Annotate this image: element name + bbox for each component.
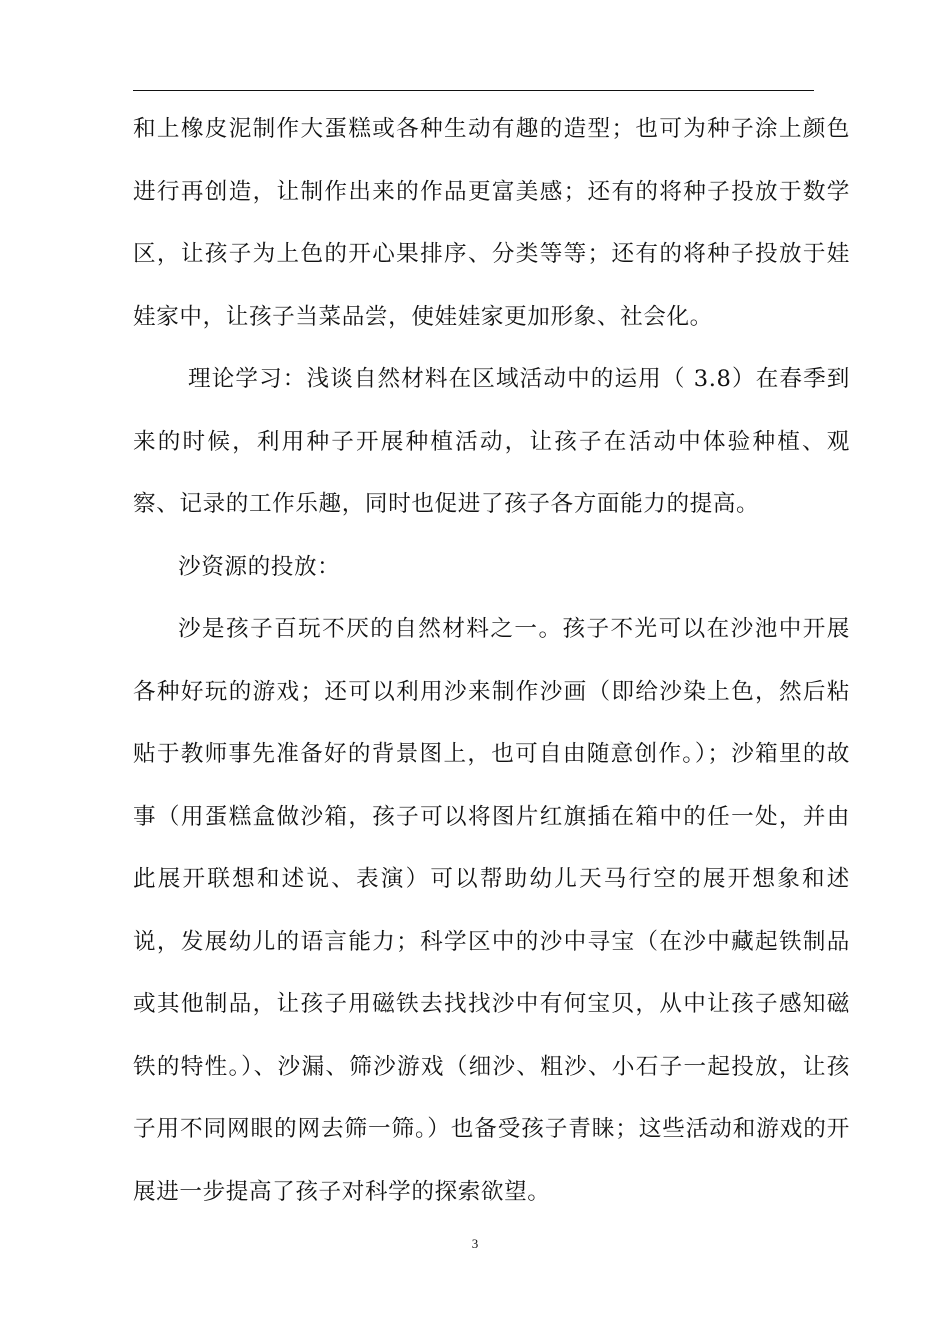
document-body (133, 98, 850, 1223)
paragraph-theory-study: 理论学习：浅谈自然材料在区域活动中的运用（ 3.8）在春季到来的时候，利用种子开展种植活动，让孩子在活动中体验种植、观察、记录的工作乐趣，同时也促进了孩子各方面能力的提高。 (133, 366, 850, 517)
header-rule (133, 90, 814, 91)
paragraph-sand-activities: 沙是孩子百玩不厌的自然材料之一。孩子不光可以在沙池中开展各种好玩的游戏；还可以利用沙来制作沙画（即给沙染上色，然后粘贴于教师事先准备好的背景图上，也可自由随意创作。）；沙箱里的故事（用蛋糕盒做沙箱，孩子可以将图片红旗插在箱中的任一处，并由此展开联想和述说、表演）可以帮助幼儿天马行空的展开想象和述说，发展幼儿的语言能力；科学区中的沙中寻宝（在沙中藏起铁制品或其他制品，让孩子用磁铁去找找沙中有何宝贝，从中让孩子感知磁铁的特性。）、沙漏、筛沙游戏（细沙、粗沙、小石子一起投放，让孩子用不同网眼的网去筛一筛。）也备受孩子青睐；这些活动和游戏的开展进一步提高了孩子对科学的探索欲望。 (133, 616, 850, 1205)
page-number: 3 (471, 1236, 479, 1251)
paragraph-seed-crafts: 和上橡皮泥制作大蛋糕或各种生动有趣的造型；也可为种子涂上颜色进行再创造，让制作出来的作品更富美感；还有的将种子投放于数学区，让孩子为上色的开心果排序、分类等等；还有的将种子投放于娃娃家中，让孩子当菜品尝，使娃娃家更加形象、社会化。 (133, 116, 850, 330)
paragraph-sand-heading: 沙资源的投放： (178, 553, 341, 580)
